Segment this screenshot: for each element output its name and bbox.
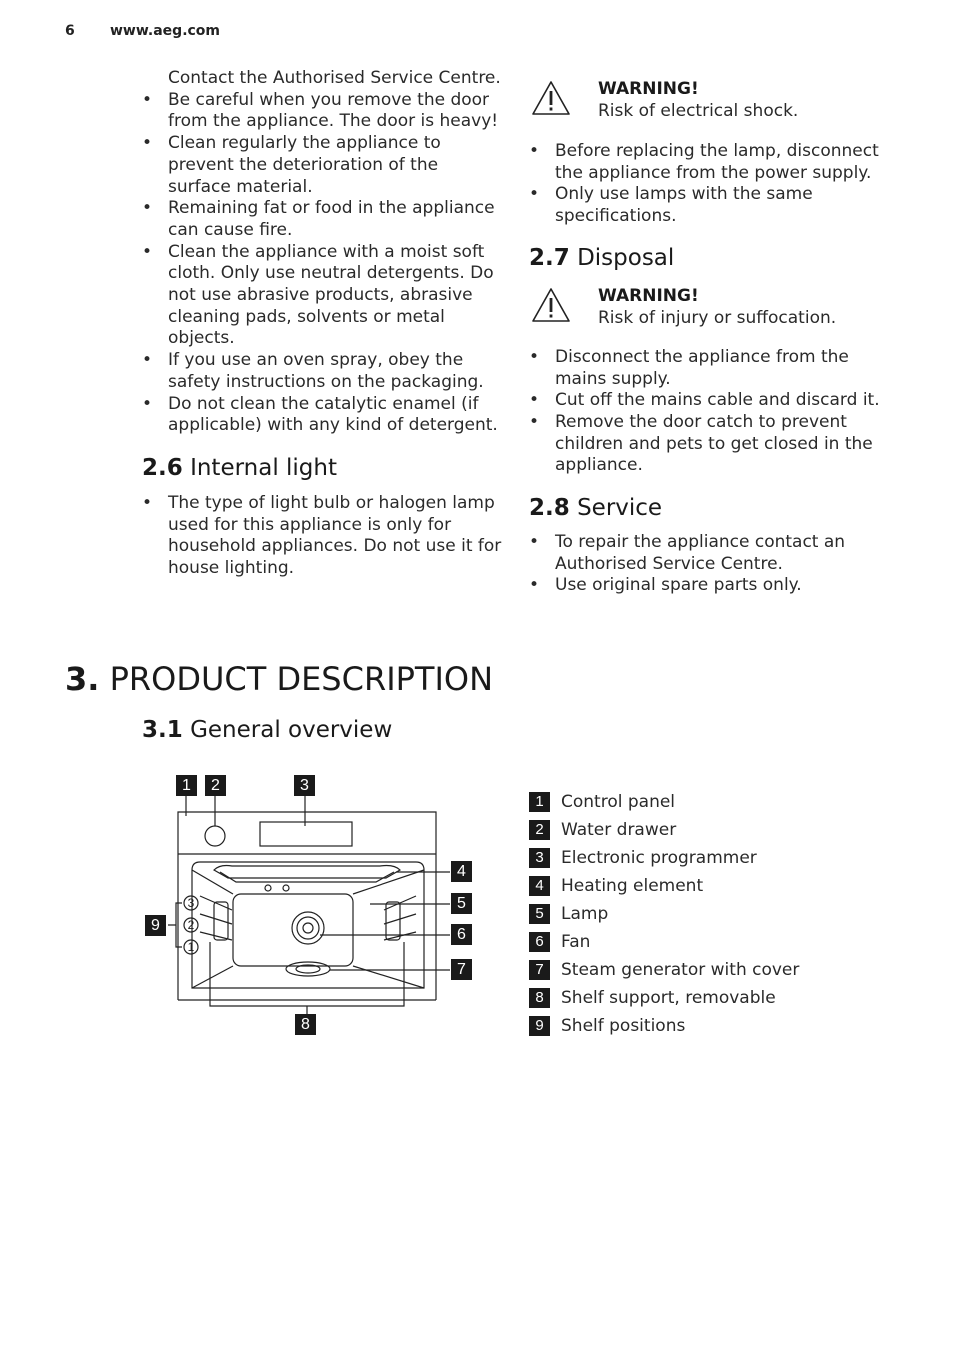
legend-label: Control panel <box>561 792 676 812</box>
legend-label: Electronic programmer <box>561 848 757 868</box>
oven-line-drawing <box>140 770 480 1040</box>
warning-title: WARNING! <box>598 79 699 99</box>
legend-label: Lamp <box>561 904 609 924</box>
list-item: • Disconnect the appliance from the mains supply. <box>529 347 899 390</box>
list-item: • The type of light bulb or halogen lamp used for this appliance is only for household appliances. Do not use it for house lighting. <box>142 493 502 580</box>
section-heading-2-6 <box>142 455 502 481</box>
legend-number: 8 <box>529 988 550 1008</box>
section-number: 3.1 <box>142 717 183 743</box>
figure-legend <box>529 788 799 1040</box>
shelf-position-label: 3 <box>187 896 195 910</box>
continued-text: Contact the Authorised Service Centre. <box>168 68 501 88</box>
callout-2: 2 <box>205 775 226 796</box>
section-heading-3-1 <box>142 717 392 743</box>
legend-row <box>529 816 799 844</box>
legend-row <box>529 788 799 816</box>
warning-text: Risk of electrical shock. <box>598 101 799 121</box>
legend-number: 7 <box>529 960 550 980</box>
list-item: • Use original spare parts only. <box>529 575 899 597</box>
service-list <box>529 532 899 597</box>
section-heading-2-8 <box>529 495 899 521</box>
legend-number: 1 <box>529 792 550 812</box>
callout-4: 4 <box>451 861 472 882</box>
legend-row <box>529 956 799 984</box>
legend-label: Shelf positions <box>561 1016 686 1036</box>
shelf-position-label: 2 <box>187 918 195 932</box>
page-number: 6 <box>65 23 75 39</box>
callout-5: 5 <box>451 893 472 914</box>
callout-7: 7 <box>451 959 472 980</box>
section-number: 2.6 <box>142 454 183 481</box>
callout-8: 8 <box>295 1014 316 1035</box>
list-item: • Do not clean the catalytic enamel (if applicable) with any kind of detergent. <box>142 394 502 437</box>
chapter-heading <box>65 660 493 698</box>
list-item: • Before replacing the lamp, disconnect the appliance from the power supply. <box>529 141 899 184</box>
list-item: • Only use lamps with the same specifications. <box>529 184 899 227</box>
legend-number: 2 <box>529 820 550 840</box>
list-item: • Remove the door catch to prevent children and pets to get closed in the appliance. <box>529 412 899 477</box>
internal-light-list <box>142 493 502 580</box>
warning-title: WARNING! <box>598 285 699 306</box>
list-item: • Clean the appliance with a moist soft cloth. Only use neutral detergents. Do not use abrasive products, abrasive cleaning pads, solvents or metal objects. <box>142 242 502 351</box>
warning-triangle-icon <box>531 80 571 116</box>
list-item: • Clean regularly the appliance to prevent the deterioration of the surface material. <box>142 133 502 198</box>
right-column <box>529 78 899 597</box>
header-url: www.aeg.com <box>110 23 221 39</box>
section-number: 2.8 <box>529 495 570 522</box>
legend-number: 9 <box>529 1016 550 1036</box>
section-title: Internal light <box>190 454 337 481</box>
legend-row <box>529 844 799 872</box>
section-heading-2-7 <box>529 245 899 271</box>
legend-row <box>529 872 799 900</box>
list-item: • Be careful when you remove the door from the appliance. The door is heavy! <box>142 90 502 133</box>
legend-number: 5 <box>529 904 550 924</box>
section-title: Disposal <box>577 244 675 271</box>
legend-number: 6 <box>529 932 550 952</box>
callout-1: 1 <box>176 775 197 796</box>
list-item: • Remaining fat or food in the appliance can cause fire. <box>142 198 502 241</box>
section-title: General overview <box>190 717 393 743</box>
warning-triangle-icon <box>531 287 571 323</box>
warning-electrical <box>529 78 899 124</box>
safety-list <box>142 90 502 437</box>
chapter-number: 3. <box>65 660 100 698</box>
list-item: • If you use an oven spray, obey the safety instructions on the packaging. <box>142 350 502 393</box>
warning-injury <box>529 285 899 331</box>
oven-diagram <box>140 770 480 1040</box>
legend-label: Shelf support, removable <box>561 988 776 1008</box>
lamp-list <box>529 141 899 228</box>
callout-9: 9 <box>145 915 166 936</box>
section-title: Service <box>577 495 663 522</box>
left-column <box>142 68 502 580</box>
chapter-title: PRODUCT DESCRIPTION <box>109 660 494 698</box>
warning-text: Risk of injury or suffocation. <box>598 307 837 328</box>
legend-row <box>529 1012 799 1040</box>
legend-label: Heating element <box>561 876 704 896</box>
legend-row <box>529 928 799 956</box>
legend-row <box>529 984 799 1012</box>
callout-6: 6 <box>451 924 472 945</box>
callout-3: 3 <box>294 775 315 796</box>
section-number: 2.7 <box>529 244 570 271</box>
disposal-list <box>529 347 899 477</box>
shelf-position-label: 1 <box>187 940 195 954</box>
legend-number: 4 <box>529 876 550 896</box>
list-item: • To repair the appliance contact an Authorised Service Centre. <box>529 532 899 575</box>
list-item: • Cut off the mains cable and discard it. <box>529 390 899 412</box>
legend-row <box>529 900 799 928</box>
legend-label: Steam generator with cover <box>561 960 800 980</box>
legend-label: Water drawer <box>561 820 677 840</box>
legend-number: 3 <box>529 848 550 868</box>
legend-label: Fan <box>561 932 591 952</box>
